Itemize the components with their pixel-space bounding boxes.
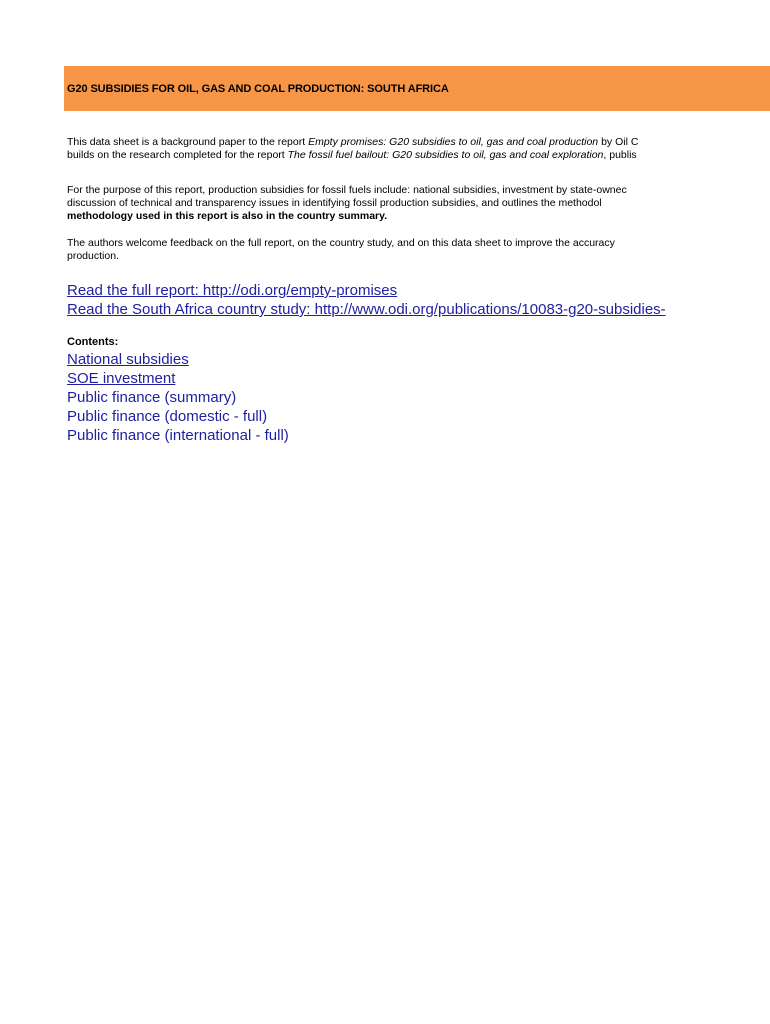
feedback-line-2: production. xyxy=(67,250,119,262)
purpose-line-2: discussion of technical and transparency issues in identifying fossil production subsidies, and outlines the methodol xyxy=(67,197,602,209)
intro-paragraph xyxy=(67,136,770,162)
full-report-link[interactable]: Read the full report: http://odi.org/empty-promises xyxy=(67,282,398,299)
report-title-empty-promises: Empty promises: G20 subsidies to oil, gas and coal production xyxy=(308,136,599,148)
header-bar xyxy=(64,66,770,111)
intro-text: builds on the research completed for the report xyxy=(67,149,288,161)
intro-text: by Oil C xyxy=(598,136,639,148)
toc-public-finance-summary[interactable]: Public finance (summary) xyxy=(67,389,237,406)
country-study-link[interactable]: Read the South Africa country study: http://www.odi.org/publications/10083-g20-subsidies- xyxy=(67,301,666,318)
toc-soe-investment[interactable]: SOE investment xyxy=(67,370,176,387)
feedback-line-1: The authors welcome feedback on the full report, on the country study, and on this data sheet to improve the accuracy xyxy=(67,237,615,249)
intro-line-2 xyxy=(67,149,770,162)
page-title: G20 SUBSIDIES FOR OIL, GAS AND COAL PRODUCTION: SOUTH AFRICA xyxy=(67,83,449,95)
contents-label: Contents: xyxy=(67,336,119,348)
report-title-fossil-fuel-bailout: The fossil fuel bailout: G20 subsidies to oil, gas and coal exploration xyxy=(287,149,604,161)
toc-national-subsidies[interactable]: National subsidies xyxy=(67,351,189,368)
purpose-line-3: methodology used in this report is also in the country summary. xyxy=(67,210,388,222)
intro-text: This data sheet is a background paper to the report xyxy=(67,136,309,148)
purpose-line-1: For the purpose of this report, production subsidies for fossil fuels include: national subsidies, investment by state-ownec xyxy=(67,184,627,196)
purpose-paragraph xyxy=(67,184,770,223)
toc-public-finance-international[interactable]: Public finance (international - full) xyxy=(67,427,289,444)
toc-public-finance-domestic[interactable]: Public finance (domestic - full) xyxy=(67,408,268,425)
feedback-paragraph xyxy=(67,237,770,263)
intro-text: , publis xyxy=(603,149,637,161)
intro-line-1 xyxy=(67,136,770,149)
